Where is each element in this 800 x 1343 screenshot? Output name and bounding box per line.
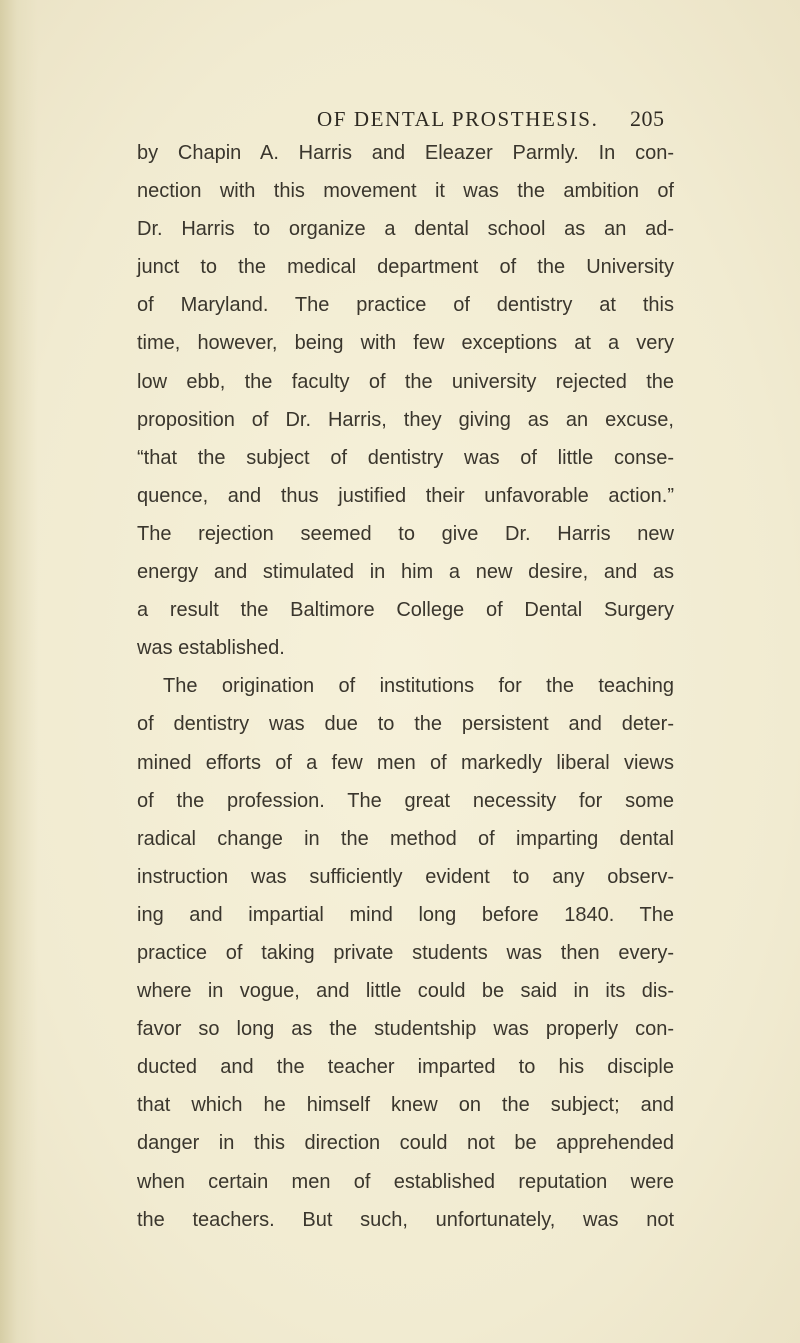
text-line: danger in this direction could not be apprehended [137,1132,674,1155]
text-line: ducted and the teacher imparted to his disciple [137,1056,674,1079]
text-line: proposition of Dr. Harris, they giving as an excuse, [137,408,674,431]
text-line: where in vogue, and little could be said in its dis- [137,980,674,1003]
text-line: The rejection seemed to give Dr. Harris new [137,522,674,545]
text-line: Dr. Harris to organize a dental school as an ad- [137,218,674,241]
text-line: energy and stimulated in him a new desire, and as [137,561,674,584]
page-header [0,104,800,134]
text-line: was established. [137,637,285,660]
page-number: 205 [630,106,665,131]
text-line: The origination of institutions for the teaching [163,675,674,698]
text-line: ing and impartial mind long before 1840. The [137,903,674,926]
text-line: when certain men of established reputation were [137,1170,674,1193]
binding-gutter-shadow [0,0,38,1343]
text-line: favor so long as the studentship was properly con- [137,1018,674,1041]
text-line: mined efforts of a few men of markedly liberal views [137,751,674,774]
text-line: time, however, being with few exceptions at a very [137,332,674,355]
running-head: OF DENTAL PROSTHESIS. [317,107,599,131]
body-text [137,134,674,1239]
text-line: of dentistry was due to the persistent and deter- [137,713,674,736]
text-line: low ebb, the faculty of the university rejected the [137,370,674,393]
text-line: that which he himself knew on the subject; and [137,1094,674,1117]
text-line: “that the subject of dentistry was of little conse- [137,446,674,469]
text-line: a result the Baltimore College of Dental Surgery [137,599,674,622]
text-line: junct to the medical department of the University [137,256,674,279]
text-line: nection with this movement it was the ambition of [137,180,674,203]
text-line: of the profession. The great necessity for some [137,789,674,812]
text-line: the teachers. But such, unfortunately, was not [137,1208,674,1231]
text-line: quence, and thus justified their unfavorable action.” [137,484,674,507]
text-line: of Maryland. The practice of dentistry at this [137,294,674,317]
text-line: by Chapin A. Harris and Eleazer Parmly. In con- [137,142,674,164]
text-line: radical change in the method of imparting dental [137,827,674,850]
text-line: practice of taking private students was then every- [137,941,674,964]
text-line: instruction was sufficiently evident to any observ- [137,865,674,888]
